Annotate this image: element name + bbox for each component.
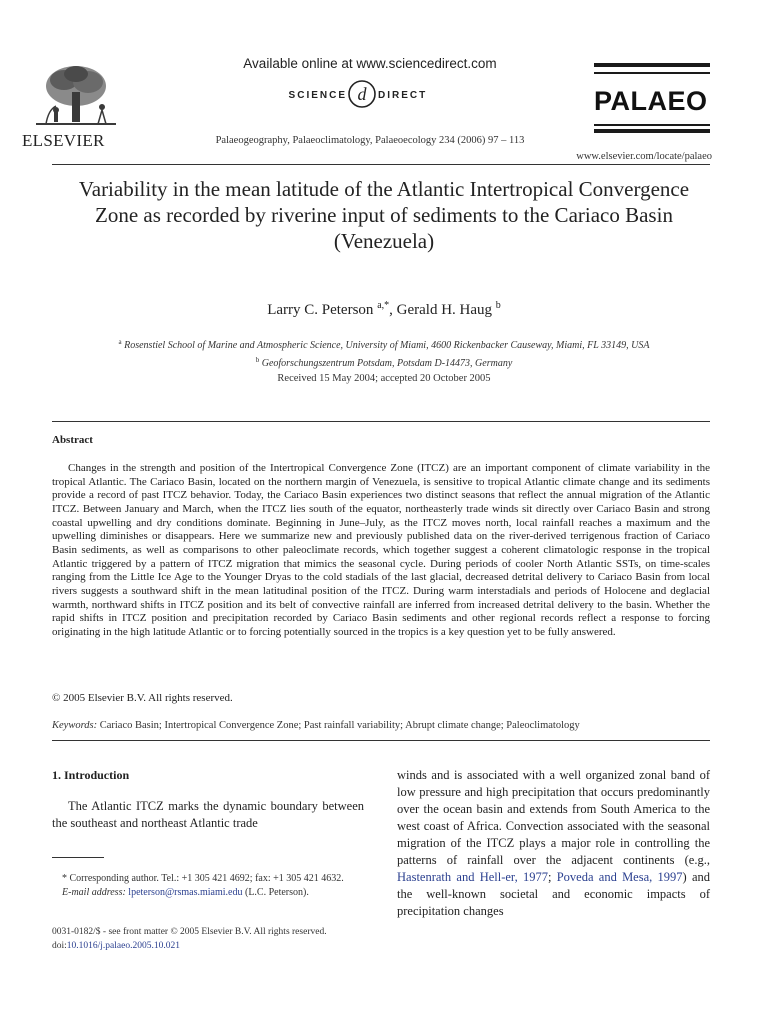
affiliations <box>52 335 716 371</box>
reference-link[interactable]: Hastenrath and Hell-er, 1977 <box>397 870 548 884</box>
publisher-name: ELSEVIER <box>22 131 105 150</box>
svg-text:d: d <box>357 84 367 104</box>
right-column <box>397 767 710 920</box>
abstract-divider <box>52 421 710 422</box>
sciencedirect-left-text: SCIENCE <box>288 90 347 101</box>
header-divider <box>52 164 710 165</box>
author-separator: , <box>389 302 397 318</box>
article-title: Variability in the mean latitude of the Atlantic Intertropical Convergence Zone as recorded by riverine input of sediments to the Cariaco Basin (Venezuela) <box>78 177 690 253</box>
author-affiliation-mark: b <box>495 300 501 311</box>
keywords-list: Cariaco Basin; Intertropical Convergence Zone; Past rainfall variability; Abrupt climate change; Paleoclimatology <box>97 720 580 731</box>
sciencedirect-right-text: DIRECT <box>378 90 428 101</box>
intro-paragraph-continued <box>397 767 710 920</box>
corresponding-author-note: * Corresponding author. Tel.: +1 305 421 4692; fax: +1 305 421 4632. <box>62 873 344 884</box>
affiliation-mark: b <box>255 356 260 364</box>
doi-label: doi: <box>52 941 67 951</box>
email-suffix: (L.C. Peterson). <box>242 887 309 898</box>
section-heading: 1. Introduction <box>52 768 130 782</box>
affiliation-text: Geoforschungszentrum Potsdam, Potsdam D-14473, Germany <box>261 358 513 369</box>
reference-link[interactable]: Poveda and Mesa, 1997 <box>556 870 683 884</box>
doi-line <box>52 939 392 953</box>
front-matter-line: 0031-0182/$ - see front matter © 2005 Elsevier B.V. All rights reserved. <box>52 927 327 937</box>
author-name[interactable]: Gerald H. Haug <box>396 302 493 318</box>
intro-text: ) and the well-known societal and economic impacts of precipitation changes <box>397 870 710 918</box>
copyright-notice: © 2005 Elsevier B.V. All rights reserved. <box>52 692 233 704</box>
affiliation-mark: a <box>118 338 122 346</box>
journal-citation: Palaeogeography, Palaeoclimatology, Palaeoecology 234 (2006) 97 – 113 <box>215 135 525 146</box>
intro-text: winds and is associated with a well organized zonal band of low pressure and high precipitation that occurs predominantly over the ocean basin and extends from South America to the west coast of Africa. Convection associated with the seasonal migration of the ITCZ plays a major role in controlling the patterns of rainfall over the adjacent continents (e.g., <box>397 768 710 867</box>
abstract-body <box>52 462 710 640</box>
footnote-divider <box>52 857 104 858</box>
affiliation-text: Rosenstiel School of Marine and Atmospheric Science, University of Miami, 4600 Rickenbacker Causeway, Miami, FL 33149, USA <box>124 340 650 351</box>
keywords <box>52 720 712 731</box>
journal-url[interactable]: www.elsevier.com/locate/palaeo <box>576 151 712 162</box>
left-column <box>52 798 364 832</box>
elsevier-tree-logo <box>26 62 126 130</box>
affiliation-b <box>52 353 716 371</box>
author-list <box>100 300 668 319</box>
reference-separator: ; <box>547 870 557 884</box>
affiliation-a <box>52 335 716 353</box>
abstract-heading: Abstract <box>52 434 93 446</box>
journal-logo-rule <box>594 63 710 67</box>
author-affiliation-mark: a,* <box>377 300 390 311</box>
journal-logo-rule <box>594 124 710 126</box>
author-name[interactable]: Larry C. Peterson <box>267 302 374 318</box>
journal-logo: PALAEO <box>594 86 708 116</box>
abstract-text: Changes in the strength and position of the Intertropical Convergence Zone (ITCZ) are an important component of climate variability in the tropical Atlantic. The Cariaco Basin, located on the northern margin of Venezuela, is sensitive to tropical Atlantic climate change and its sediments provide a record of past ITCZ behavior. Today, the Cariaco Basin experiences two distinct seasons that reflect the annual migration of the Atlantic ITCZ. Between January and March, when the ITCZ lies south of the equator, northeasterly trade winds sit directly over Cariaco Basin and strong coastal upwelling and dry conditions dominate. Beginning in June–July, as the ITCZ moves north, local rainfall reaches a maximum and the upwelling diminishes or disappears. Here we summarize new and previously published data on the river-derived terrigenous fraction of Cariaco Basin sediments, as well as comparisons to other paleoclimate records, which together suggest a coherent climatologic response in the tropical Atlantic triggered by a pattern of ITCZ migration that mimics the seasonal cycle. During periods of cooler North Atlantic SSTs, on time-scales ranging from the Little Ice Age to the Younger Dryas to the cold stadials of the last glacial, decreased detrital delivery to Cariaco Basin from local rivers suggests a southward shift in the mean latitudinal position of the ITCZ. During warm interstadials and periods of Holocene and deglacial warmth, northward shifts in ITCZ position and its belt of convective rainfall are inferred from increased detrital delivery to the basin. Whether the rapid shifts in ITCZ position and precipitation recorded by Cariaco Basin sediments and other regional records reflect a response to forcing originating in the high latitude Atlantic or to forcing potentially sourced in the tropics is a key question yet to be fully answered. <box>52 462 710 638</box>
keywords-divider <box>52 740 710 741</box>
footnote <box>52 872 364 900</box>
keywords-label: Keywords: <box>52 720 98 731</box>
journal-logo-rule <box>594 129 710 133</box>
email-note <box>52 886 364 900</box>
sciencedirect-logo <box>252 78 492 110</box>
received-dates: Received 15 May 2004; accepted 20 October 2005 <box>277 373 491 384</box>
journal-logo-rule <box>594 72 710 74</box>
doi-link[interactable]: 10.1016/j.palaeo.2005.10.021 <box>66 941 180 951</box>
available-online-text: Available online at www.sciencedirect.com <box>243 56 497 71</box>
email-link[interactable]: lpeterson@rsmas.miami.edu <box>128 887 243 898</box>
intro-paragraph: The Atlantic ITCZ marks the dynamic boundary between the southeast and northeast Atlantic trade <box>52 799 364 830</box>
email-label: E-mail address: <box>62 887 126 898</box>
issn-block <box>52 925 392 953</box>
